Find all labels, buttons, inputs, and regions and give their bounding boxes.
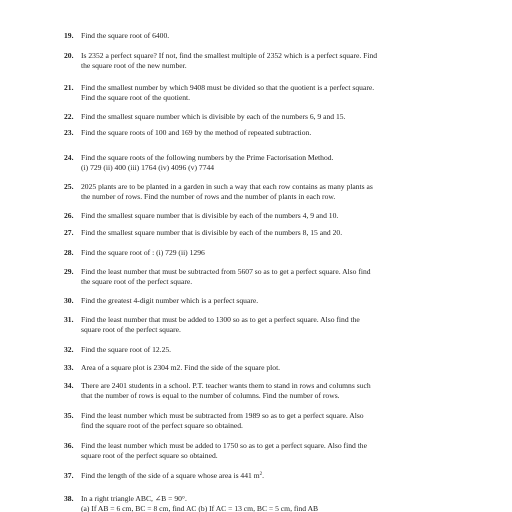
question-text: the square root of the perfect square.	[81, 277, 193, 286]
question-text: Find the smallest square number which is divisible by each of the numbers 6, 9 and 15.	[81, 112, 346, 121]
question-text: Find the smallest square number that is divisible by each of the numbers 8, 15 and 20.	[81, 228, 343, 237]
question-27	[64, 228, 464, 238]
question-number: 31.	[64, 315, 74, 324]
question-26	[64, 211, 464, 221]
question-number: 28.	[64, 248, 74, 257]
question-text: Find the smallest number by which 9408 must be divided so that the quotient is a perfect square.	[81, 83, 375, 92]
question-20	[64, 51, 464, 71]
question-text: Find the square root of 12.25.	[81, 345, 172, 354]
question-text: Find the length of the side of a square whose area is 441 $m^2$.	[81, 471, 265, 480]
question-22	[64, 112, 464, 122]
question-number: 35.	[64, 411, 74, 420]
question-33	[64, 363, 464, 373]
superscript-2: 2	[259, 472, 263, 477]
question-text: (a) If AB = 6 cm, BC = 8 cm, find AC (b) If AC = 13 cm, BC = 5 cm, find AB	[81, 504, 319, 512]
question-text: Find the square root of the quotient.	[81, 93, 191, 102]
question-34	[64, 381, 464, 401]
question-text: Area of a square plot is 2304 m2. Find the side of the square plot.	[81, 363, 281, 372]
question-number: 27.	[64, 228, 74, 237]
question-text: In a right triangle ABC, ∠B = 90°.	[81, 494, 187, 503]
question-number: 36.	[64, 441, 74, 450]
question-text: Find the greatest 4-digit number which is a perfect square.	[81, 296, 259, 305]
question-31	[64, 315, 464, 335]
question-text: square root of the perfect square so obtained.	[81, 451, 218, 460]
question-29	[64, 267, 464, 287]
question-36	[64, 441, 464, 461]
question-text: the square root of the new number.	[81, 61, 187, 70]
question-37	[64, 471, 464, 481]
question-text: 2025 plants are to be planted in a garden in such a way that each row contains as many plants as	[81, 182, 373, 191]
question-text: Find the square root of 6400.	[81, 31, 170, 40]
question-number: 38.	[64, 494, 74, 503]
question-text: Is 2352 a perfect square? If not, find the smallest multiple of 2352 which is a perfect square. Find	[81, 51, 378, 60]
question-text: Find the least number which must be added to 1750 so as to get a perfect square. Also find the	[81, 441, 367, 450]
question-number: 23.	[64, 128, 74, 137]
question-number: 22.	[64, 112, 74, 121]
question-number: 21.	[64, 83, 74, 92]
question-text: Find the least number that must be subtracted from 5607 so as to get a perfect square. Also find	[81, 267, 371, 276]
question-19	[64, 31, 464, 41]
question-number: 32.	[64, 345, 74, 354]
question-21	[64, 83, 464, 103]
question-text: (i) 729 (ii) 400 (iii) 1764 (iv) 4096 (v) 7744	[81, 163, 215, 172]
question-number: 20.	[64, 51, 74, 60]
question-text: Find the least number which must be subtracted from 1989 so as to get a perfect square. Also	[81, 411, 364, 420]
question-text: find the square root of the perfect square so obtained.	[81, 421, 243, 430]
question-number: 29.	[64, 267, 74, 276]
question-28	[64, 248, 464, 258]
question-text: Find the square root of : (i) 729 (ii) 1296	[81, 248, 205, 257]
question-32	[64, 345, 464, 355]
question-text: There are 2401 students in a school. P.T. teacher wants them to stand in rows and columns such	[81, 381, 371, 390]
question-number: 34.	[64, 381, 74, 390]
question-35	[64, 411, 464, 431]
question-24	[64, 153, 464, 173]
question-text: Find the square roots of 100 and 169 by the method of repeated subtraction.	[81, 128, 312, 137]
question-number: 30.	[64, 296, 74, 305]
question-text: that the number of rows is equal to the number of columns. Find the number of rows.	[81, 391, 340, 400]
question-text: square root of the perfect square.	[81, 325, 181, 334]
question-number: 25.	[64, 182, 74, 191]
question-text: the number of rows. Find the number of rows and the number of plants in each row.	[81, 192, 336, 201]
question-text: Find the smallest square number that is divisible by each of the numbers 4, 9 and 10.	[81, 211, 339, 220]
question-text: Find the least number that must be added to 1300 so as to get a perfect square. Also find the	[81, 315, 360, 324]
question-number: 26.	[64, 211, 74, 220]
question-23	[64, 128, 464, 138]
question-text: Find the square roots of the following numbers by the Prime Factorisation Method.	[81, 153, 334, 162]
question-number: 19.	[64, 31, 74, 40]
question-number: 24.	[64, 153, 74, 162]
question-number: 33.	[64, 363, 74, 372]
question-25	[64, 182, 464, 202]
question-38	[64, 494, 464, 512]
question-30	[64, 296, 464, 306]
question-number: 37.	[64, 471, 74, 480]
